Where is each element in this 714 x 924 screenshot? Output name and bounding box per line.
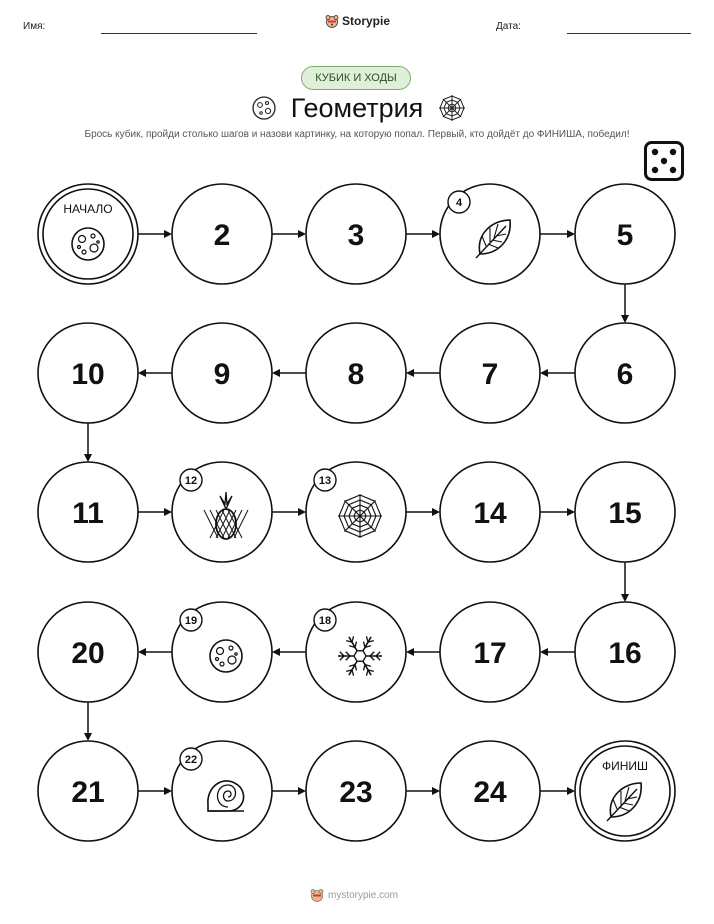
- cell-number: 19: [184, 615, 198, 627]
- path-arrow: [406, 648, 440, 656]
- path-arrow: [540, 787, 575, 795]
- board-cell-25: [575, 741, 675, 841]
- instructions-text: Брось кубик, пройди столько шагов и назови картинку, на которую попал. Первый, кто дойдёт до ФИНИША, победил!: [84, 129, 630, 140]
- path-arrow: [138, 648, 172, 656]
- board-cell-18: [306, 602, 406, 702]
- path-arrow: [406, 369, 440, 377]
- cell-number: 20: [71, 637, 105, 670]
- cell-number: 12: [184, 475, 198, 487]
- category-badge: КУБИК И ХОДЫ: [301, 66, 411, 90]
- board-cell-23: [306, 741, 406, 841]
- path-arrow: [138, 369, 172, 377]
- finish-label: ФИНИШ: [601, 759, 649, 773]
- board-cell-16: [575, 602, 675, 702]
- board-cell-2: [172, 184, 272, 284]
- path-arrow: [272, 369, 306, 377]
- path-arrow: [138, 787, 172, 795]
- cell-number: 5: [616, 219, 634, 252]
- start-label: НАЧАЛО: [63, 202, 113, 216]
- cell-number: 2: [213, 219, 231, 252]
- board-cell-15: [575, 462, 675, 562]
- board-cell-22: [172, 741, 272, 841]
- path-arrow: [84, 702, 92, 741]
- path-arrow: [272, 508, 306, 516]
- path-arrow: [138, 230, 172, 238]
- board-cell-7: [440, 323, 540, 423]
- cell-number: 15: [608, 497, 642, 530]
- cell-number: 7: [481, 358, 499, 391]
- path-arrow: [540, 508, 575, 516]
- date-label: Дата:: [496, 21, 521, 32]
- cell-number: 9: [213, 358, 231, 391]
- board-cell-4: [440, 184, 540, 284]
- board-cell-19: [172, 602, 272, 702]
- board-cell-13: [306, 462, 406, 562]
- path-arrow: [84, 423, 92, 462]
- cell-number: 8: [347, 358, 365, 391]
- path-arrow: [621, 284, 629, 323]
- page-title: Геометрия: [290, 93, 424, 123]
- board-cell-5: [575, 184, 675, 284]
- path-arrow: [138, 508, 172, 516]
- board-cell-17: [440, 602, 540, 702]
- cell-number: 16: [608, 637, 642, 670]
- name-label: Имя:: [23, 21, 46, 32]
- cell-number: 10: [71, 358, 105, 391]
- cell-number: 3: [347, 219, 365, 252]
- cell-number: 4: [455, 197, 463, 209]
- footer: [310, 888, 398, 902]
- cell-number: 22: [184, 754, 198, 766]
- bear-logo-icon: [310, 888, 324, 902]
- path-arrow: [540, 230, 575, 238]
- board-cell-6: [575, 323, 675, 423]
- path-arrow: [272, 648, 306, 656]
- board-cell-14: [440, 462, 540, 562]
- board-cell-20: [38, 602, 138, 702]
- path-arrow: [621, 562, 629, 602]
- board-cell-24: [440, 741, 540, 841]
- cell-number: 14: [473, 497, 507, 530]
- cell-number: 18: [318, 615, 332, 627]
- cell-number: 6: [616, 358, 634, 391]
- board-cell-11: [38, 462, 138, 562]
- board-cell-1: [38, 184, 138, 284]
- cell-number: 24: [473, 776, 507, 809]
- path-arrow: [406, 230, 440, 238]
- board-cell-10: [38, 323, 138, 423]
- path-arrow: [272, 787, 306, 795]
- brand-name: Storypie: [342, 14, 391, 28]
- board-cell-9: [172, 323, 272, 423]
- board-cell-3: [306, 184, 406, 284]
- cell-number: 13: [318, 475, 332, 487]
- cell-number: 17: [473, 637, 507, 670]
- path-arrow: [406, 508, 440, 516]
- cell-number: 21: [71, 776, 105, 809]
- moon-icon: [72, 228, 104, 260]
- footer-url[interactable]: mystorypie.com: [328, 889, 399, 901]
- path-arrow: [272, 230, 306, 238]
- cell-number: 11: [72, 497, 104, 530]
- board-cell-8: [306, 323, 406, 423]
- path-arrow: [540, 648, 575, 656]
- path-arrow: [406, 787, 440, 795]
- path-arrow: [540, 369, 575, 377]
- cell-number: 23: [339, 776, 373, 809]
- board-cell-12: [172, 462, 272, 562]
- board-cell-21: [38, 741, 138, 841]
- spiderweb-icon: [338, 494, 382, 538]
- moon-icon: [210, 640, 242, 672]
